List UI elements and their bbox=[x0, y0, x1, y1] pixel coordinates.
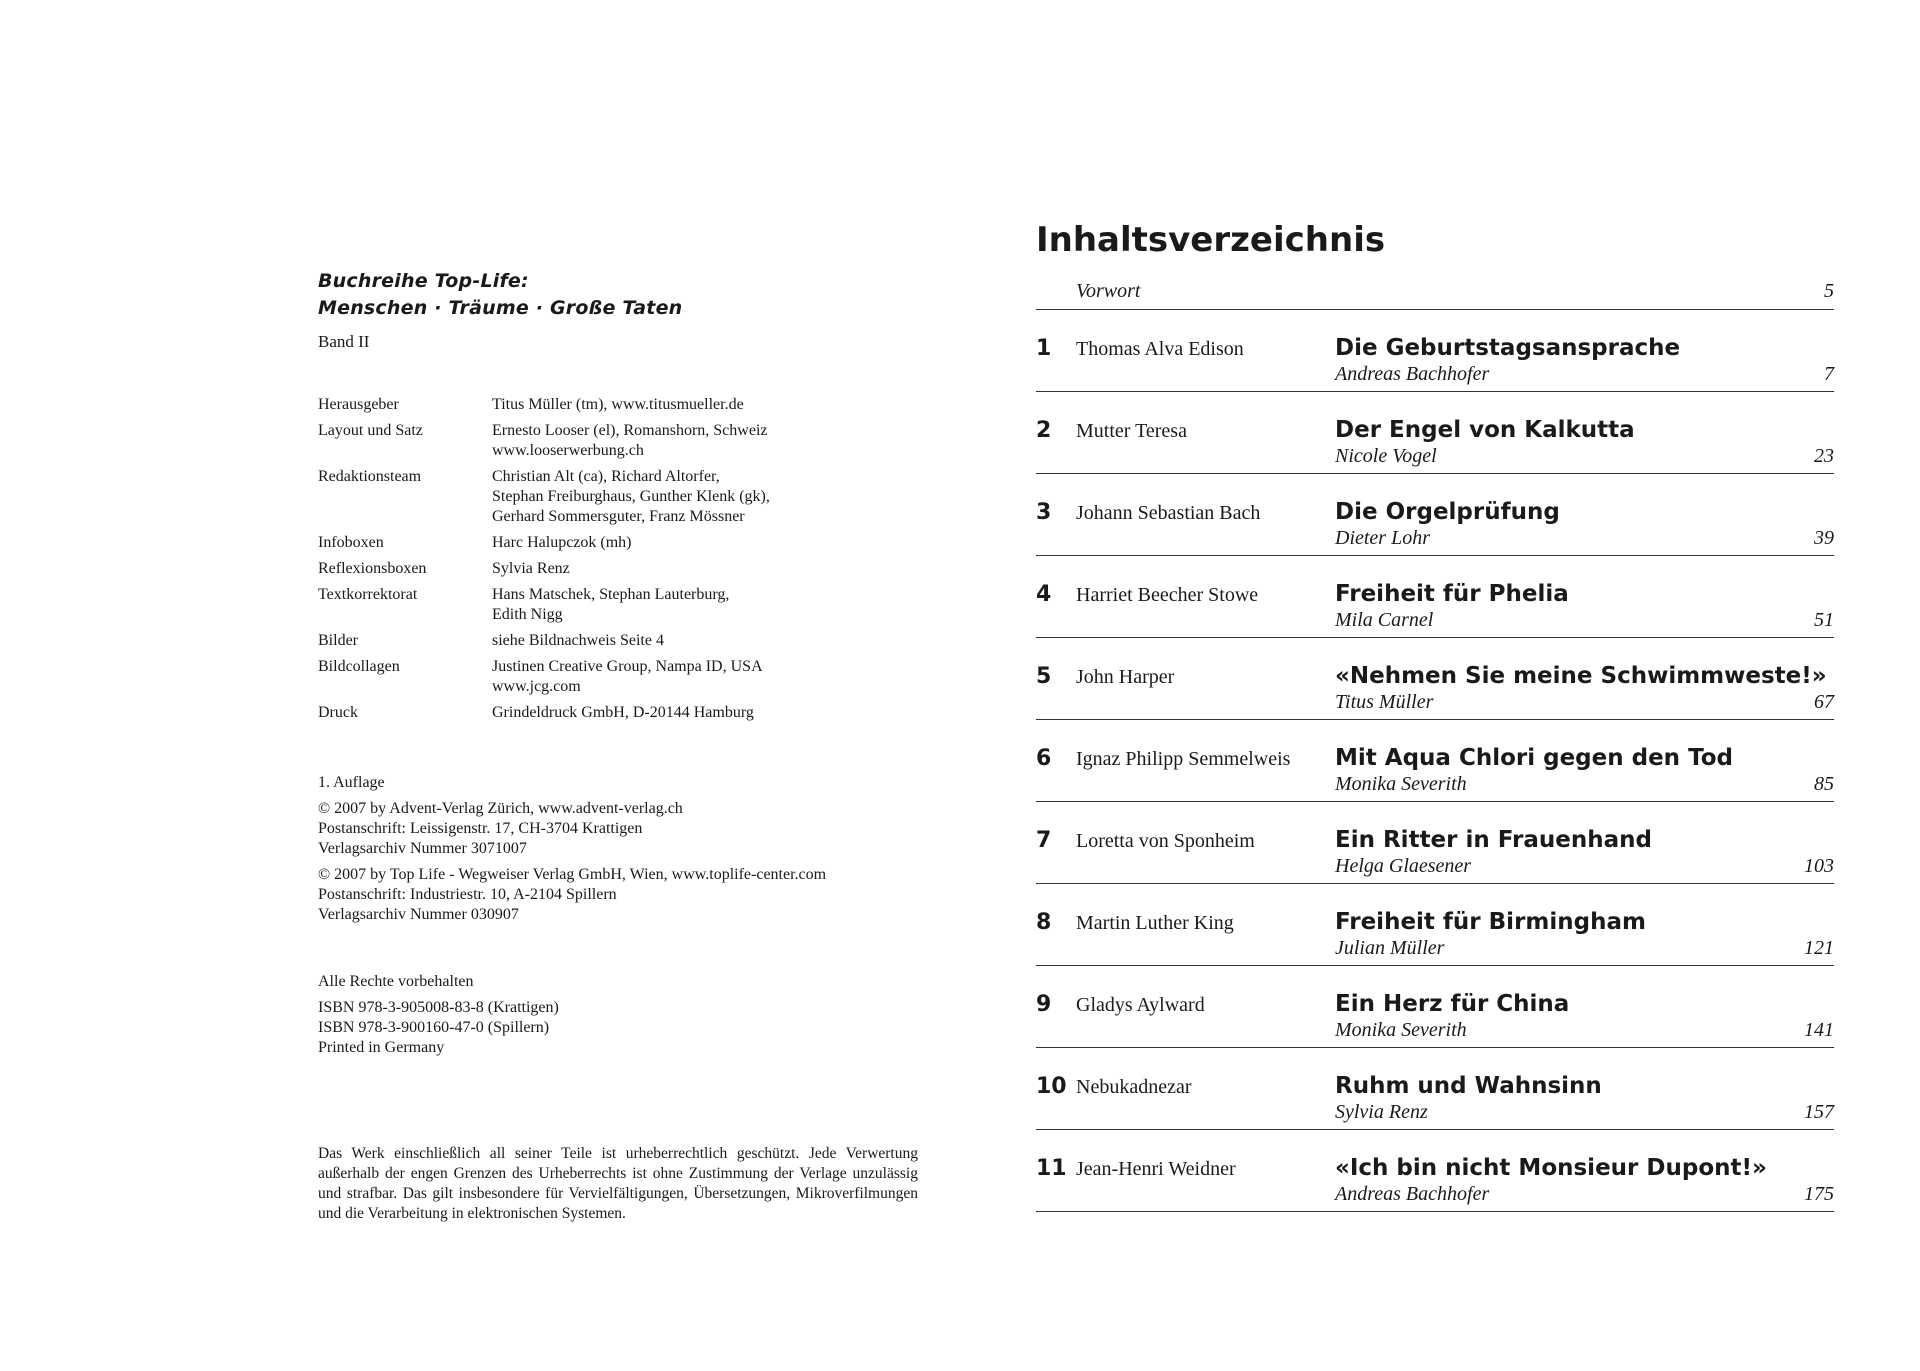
toc-entry bbox=[1036, 312, 1834, 392]
credit-row bbox=[318, 559, 918, 579]
entry-number: 7 bbox=[1036, 828, 1052, 853]
entry-title: Ein Ritter in Frauenhand bbox=[1335, 827, 1652, 853]
series-title bbox=[318, 268, 918, 322]
entry-page: 67 bbox=[1814, 691, 1834, 713]
credit-label: Reflexionsboxen bbox=[318, 560, 427, 577]
toc-entry bbox=[1036, 1050, 1834, 1130]
toc-entry bbox=[1036, 558, 1834, 638]
preface-label: Vorwort bbox=[1076, 280, 1141, 302]
toc-entry bbox=[1036, 394, 1834, 474]
credit-value: Ernesto Looser (el), Romanshorn, Schweiz www.looserwerbung.ch bbox=[492, 422, 768, 459]
entry-title: «Ich bin nicht Monsieur Dupont!» bbox=[1335, 1155, 1767, 1181]
credit-label: Layout und Satz bbox=[318, 422, 423, 439]
credit-row bbox=[318, 421, 918, 461]
entry-person: Gladys Aylward bbox=[1076, 994, 1205, 1016]
entry-person: John Harper bbox=[1076, 666, 1175, 688]
credit-label: Infoboxen bbox=[318, 534, 384, 551]
entry-number: 11 bbox=[1036, 1156, 1067, 1181]
entry-title: Ruhm und Wahnsinn bbox=[1335, 1073, 1602, 1099]
credit-row bbox=[318, 467, 918, 527]
credit-row bbox=[318, 657, 918, 697]
entry-number: 4 bbox=[1036, 582, 1052, 607]
entry-author: Nicole Vogel bbox=[1335, 445, 1437, 467]
entry-page: 7 bbox=[1824, 363, 1834, 385]
entry-person: Thomas Alva Edison bbox=[1076, 338, 1244, 360]
entry-author: Sylvia Renz bbox=[1335, 1101, 1428, 1123]
credit-value: Justinen Creative Group, Nampa ID, USA www.jcg.com bbox=[492, 658, 763, 695]
entry-person: Ignaz Philipp Semmelweis bbox=[1076, 748, 1291, 770]
entry-page: 141 bbox=[1804, 1019, 1834, 1041]
isbn-list: ISBN 978-3-905008-83-8 (Krattigen) ISBN 978-3-900160-47-0 (Spillern) Printed in Germany bbox=[318, 999, 559, 1056]
preface-page: 5 bbox=[1824, 280, 1834, 302]
credit-label: Herausgeber bbox=[318, 396, 399, 413]
credits-list bbox=[318, 395, 918, 723]
toc-entry bbox=[1036, 968, 1834, 1048]
publisher-toplife: © 2007 by Top Life - Wegweiser Verlag GmbH, Wien, www.toplife-center.com Postanschrift: Industriestr. 10, A-2104 Spillern Verlagsarchiv Nummer 030907 bbox=[318, 866, 827, 923]
toc-entry bbox=[1036, 640, 1834, 720]
entry-author: Titus Müller bbox=[1335, 691, 1434, 713]
entry-number: 8 bbox=[1036, 910, 1052, 935]
entry-number: 10 bbox=[1036, 1074, 1067, 1099]
credit-label: Druck bbox=[318, 704, 358, 721]
edition-label: 1. Auflage bbox=[318, 774, 385, 791]
entry-page: 51 bbox=[1814, 609, 1834, 631]
entry-page: 23 bbox=[1814, 445, 1834, 467]
entry-page: 121 bbox=[1804, 937, 1834, 959]
rights-reserved: Alle Rechte vorbehalten bbox=[318, 973, 474, 990]
series-title-line-1: Buchreihe Top-Life: bbox=[318, 270, 529, 292]
entry-person: Johann Sebastian Bach bbox=[1076, 502, 1261, 524]
toc-entry bbox=[1036, 804, 1834, 884]
entry-person: Nebukadnezar bbox=[1076, 1076, 1192, 1098]
entry-number: 9 bbox=[1036, 992, 1052, 1017]
credit-value: siehe Bildnachweis Seite 4 bbox=[492, 632, 664, 649]
series-title-line-2: Menschen · Träume · Große Taten bbox=[318, 297, 683, 319]
entry-author: Andreas Bachhofer bbox=[1335, 1183, 1490, 1205]
entry-number: 5 bbox=[1036, 664, 1052, 689]
entry-title: Freiheit für Birmingham bbox=[1335, 909, 1646, 935]
credit-row bbox=[318, 585, 918, 625]
entry-number: 2 bbox=[1036, 418, 1052, 443]
entry-page: 103 bbox=[1804, 855, 1834, 877]
credit-label: Textkorrektorat bbox=[318, 586, 418, 603]
rights-block bbox=[318, 972, 918, 1058]
imprint-page bbox=[318, 268, 918, 1224]
credit-label: Redaktionsteam bbox=[318, 468, 422, 485]
entry-author: Helga Glaesener bbox=[1335, 855, 1472, 877]
entry-author: Monika Severith bbox=[1335, 773, 1467, 795]
credit-value: Christian Alt (ca), Richard Altorfer, Stephan Freiburghaus, Gunther Klenk (gk), Gerhard Sommersguter, Franz Mössner bbox=[492, 468, 770, 525]
credit-row bbox=[318, 533, 918, 553]
credit-row bbox=[318, 631, 918, 651]
entry-page: 175 bbox=[1804, 1183, 1834, 1205]
entry-title: Die Orgelprüfung bbox=[1335, 499, 1560, 525]
entry-title: Freiheit für Phelia bbox=[1335, 581, 1569, 607]
entry-person: Mutter Teresa bbox=[1076, 420, 1187, 442]
toc-entry bbox=[1036, 1132, 1834, 1212]
edition-block bbox=[318, 773, 918, 925]
credit-value: Harc Halupczok (mh) bbox=[492, 534, 632, 551]
entry-number: 6 bbox=[1036, 746, 1052, 771]
entry-title: «Nehmen Sie meine Schwimmweste!» bbox=[1335, 663, 1827, 689]
toc-entry bbox=[1036, 476, 1834, 556]
entry-title: Mit Aqua Chlori gegen den Tod bbox=[1335, 745, 1733, 771]
entry-person: Martin Luther King bbox=[1076, 912, 1234, 934]
entry-author: Julian Müller bbox=[1335, 937, 1445, 959]
credit-label: Bilder bbox=[318, 632, 358, 649]
entry-author: Andreas Bachhofer bbox=[1335, 363, 1490, 385]
entry-page: 157 bbox=[1804, 1101, 1834, 1123]
credit-value: Hans Matschek, Stephan Lauterburg, Edith Nigg bbox=[492, 586, 730, 623]
entry-author: Dieter Lohr bbox=[1335, 527, 1430, 549]
copyright-notice: Das Werk einschließlich all seiner Teile ist urheberrechtlich geschützt. Jede Verwertung außerhalb der engen Grenzen des Urheberrechts ist ohne Zustimmung der Verlage unzulässig und strafbar. Das gilt insbesondere für Vervielfältigungen, Übersetzungen, Mikroverfilmungen und die Verarbeitung in elektronischen Systemen. bbox=[318, 1145, 918, 1222]
entry-person: Loretta von Sponheim bbox=[1076, 830, 1255, 852]
entry-number: 3 bbox=[1036, 500, 1052, 525]
publisher-advent: © 2007 by Advent-Verlag Zürich, www.advent-verlag.ch Postanschrift: Leissigenstr. 17, CH-3704 Krattigen Verlagsarchiv Nummer 3071007 bbox=[318, 800, 683, 857]
entry-page: 39 bbox=[1814, 527, 1834, 549]
volume-label: Band II bbox=[318, 332, 370, 351]
credit-row bbox=[318, 395, 918, 415]
credit-label: Bildcollagen bbox=[318, 658, 400, 675]
entry-title: Ein Herz für China bbox=[1335, 991, 1570, 1017]
entry-author: Mila Carnel bbox=[1335, 609, 1434, 631]
toc-title: Inhaltsverzeichnis bbox=[1036, 220, 1386, 260]
toc-entry bbox=[1036, 886, 1834, 966]
credit-value: Grindeldruck GmbH, D-20144 Hamburg bbox=[492, 704, 754, 721]
toc-preface-row bbox=[1036, 278, 1834, 310]
entry-title: Die Geburtstagsansprache bbox=[1335, 335, 1681, 361]
entry-person: Jean-Henri Weidner bbox=[1076, 1158, 1236, 1180]
table-of-contents bbox=[1036, 214, 1834, 1212]
entry-person: Harriet Beecher Stowe bbox=[1076, 584, 1259, 606]
toc-entry bbox=[1036, 722, 1834, 802]
entry-number: 1 bbox=[1036, 336, 1052, 361]
entry-page: 85 bbox=[1814, 773, 1834, 795]
credit-value: Titus Müller (tm), www.titusmueller.de bbox=[492, 396, 744, 413]
credit-row bbox=[318, 703, 918, 723]
entry-author: Monika Severith bbox=[1335, 1019, 1467, 1041]
entry-title: Der Engel von Kalkutta bbox=[1335, 417, 1635, 443]
credit-value: Sylvia Renz bbox=[492, 560, 570, 577]
